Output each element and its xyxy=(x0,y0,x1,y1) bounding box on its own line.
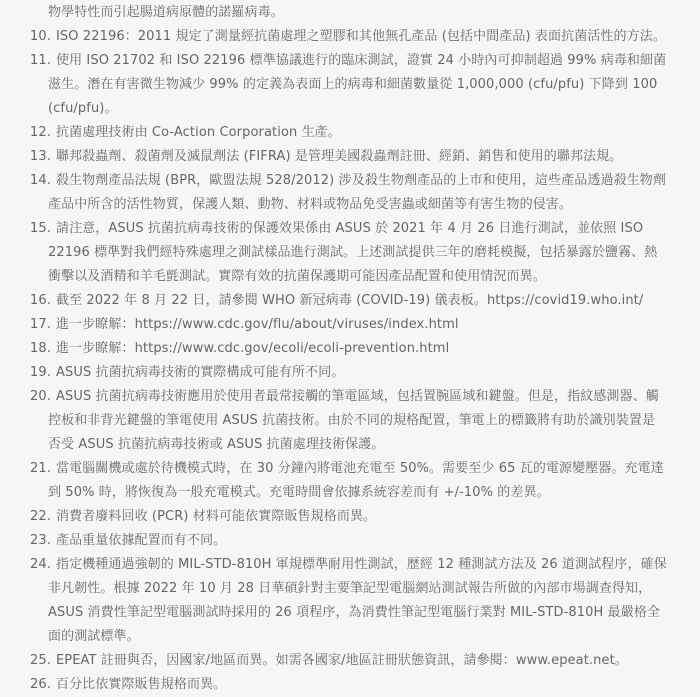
footnote-number: 26. xyxy=(30,677,51,692)
footnote-text: 百分比依實際販售規格而異。 xyxy=(55,677,227,692)
footnote-item xyxy=(30,313,667,337)
footnote-number: 12. xyxy=(30,125,51,140)
footnote-number: 19. xyxy=(30,365,51,380)
footnote-text: 抗菌處理技術由 Co-Action Corporation 生產。 xyxy=(55,125,341,140)
footnote-item xyxy=(30,505,667,529)
footnote-text: 使用 ISO 21702 和 ISO 22196 標準協議進行的臨床測試，證實 24 小時內可抑制超過 99% 病毒和細菌滋生。潛在有害微生物減少 99% 的定義為表面上的病毒和細菌數量從 1,000,000 (cfu/pfu) 下降到 100 (cfu/pfu)。 xyxy=(48,53,667,116)
footnote-number: 22. xyxy=(30,509,51,524)
footnote-text: 聯邦殺蟲劑、殺菌劑及滅鼠劑法 (FIFRA) 是管理美國殺蟲劑註冊、經銷、銷售和使用的聯邦法規。 xyxy=(55,149,623,164)
footnote-number: 23. xyxy=(30,533,51,548)
footnote-item xyxy=(30,457,667,505)
footnote-item xyxy=(30,649,667,673)
footnote-text: 進一步瞭解：https://www.cdc.gov/flu/about/viruses/index.html xyxy=(55,317,459,332)
footnote-number: 15. xyxy=(30,221,51,236)
footnote-number: 20. xyxy=(30,389,51,404)
footnote-number: 13. xyxy=(30,149,51,164)
footnote-list xyxy=(30,25,667,697)
footnote-text: 消費者廢料回收 (PCR) 材料可能依實際販售規格而異。 xyxy=(55,509,377,524)
footnote-number: 25. xyxy=(30,653,51,668)
footnote-item xyxy=(30,49,667,121)
footnote-text: ISO 22196：2011 規定了測量經抗菌處理之塑膠和其他無孔產品 (包括中間產品) 表面抗菌活性的方法。 xyxy=(55,29,666,44)
footnote-number: 14. xyxy=(30,173,51,188)
footnote-number: 18. xyxy=(30,341,51,356)
footnote-item xyxy=(30,289,667,313)
footnote-text: 產品重量依據配置而有不同。 xyxy=(55,533,227,548)
footnote-item xyxy=(30,217,667,289)
footnote-number: 16. xyxy=(30,293,51,308)
footnote-number: 17. xyxy=(30,317,51,332)
footnote-text: 殺生物劑產品法規 (BPR，歐盟法規 528/2012) 涉及殺生物劑產品的上市和使用，這些產品透過殺生物劑產品中所含的活性物質，保護人類、動物、材料或物品免受害蟲或細菌等有害生物的侵害。 xyxy=(48,173,666,212)
footnote-item xyxy=(30,25,667,49)
footnote-text: 請注意，ASUS 抗菌抗病毒技術的保護效果係由 ASUS 於 2021 年 4 月 26 日進行測試，並依照 ISO 22196 標準對我們經特殊處理之測試樣品進行測試。上述測試提供三年的磨耗模擬，包括暴露於鹽霧、熱衝擊以及酒精和羊毛氈測試。實際有效的抗菌保護期可能因產品配置和使用情況而異。 xyxy=(48,221,658,284)
footnote-item xyxy=(30,553,667,649)
footnote-text: EPEAT 註冊與否，因國家/地區而異。如需各國家/地區註冊狀態資訊，請參閱：www.epeat.net。 xyxy=(55,653,628,668)
footnote-number: 10. xyxy=(30,29,51,44)
footnote-item xyxy=(30,529,667,553)
footnote-text: 當電腦關機或處於待機模式時，在 30 分鐘內將電池充電至 50%。需要至少 65 瓦的電源變壓器。充電達到 50% 時，將恢復為一般充電模式。充電時間會依據系統容差而有 +/-10% 的差異。 xyxy=(48,461,664,500)
footnote-item xyxy=(30,337,667,361)
footnote-item xyxy=(30,385,667,457)
footnote-text: ASUS 抗菌抗病毒技術的實際構成可能有所不同。 xyxy=(55,365,345,380)
footnote-text: 截至 2022 年 8 月 22 日，請參閱 WHO 新冠病毒 (COVID-19) 儀表板。https://covid19.who.int/ xyxy=(55,293,644,308)
footnote-number: 21. xyxy=(30,461,51,476)
footnote-item xyxy=(30,121,667,145)
footnote-item xyxy=(30,145,667,169)
footnote-text: 進一步瞭解：https://www.cdc.gov/ecoli/ecoli-prevention.html xyxy=(55,341,450,356)
footnote-item xyxy=(30,673,667,697)
footnote-number: 11. xyxy=(30,53,51,68)
footnote-item xyxy=(30,169,667,217)
footnote-text: ASUS 抗菌抗病毒技術應用於使用者最常接觸的筆電區域，包括置腕區域和鍵盤。但是，指紋感測器、觸控板和非背光鍵盤的筆電使用 ASUS 抗菌技術。由於不同的規格配置，筆電上的標籤將有助於識別裝置是否受 ASUS 抗菌抗病毒技術或 ASUS 抗菌處理技術保護。 xyxy=(48,389,659,452)
footnote-continuation-text: 物學特性而引起腸道病原體的諾羅病毒。 xyxy=(48,5,284,20)
footnote-item xyxy=(30,361,667,385)
footnote-text: 指定機種通過強韌的 MIL-STD-810H 軍規標準耐用性測試，歷經 12 種測試方法及 26 道測試程序，確保非凡韌性。根據 2022 年 10 月 28 日華碩針對主要筆記型電腦網站測試報告所做的內部市場調查得知，ASUS 消費性筆記型電腦測試時採用的 26 項程序，為消費性筆記型電腦行業對 MIL-STD-810H 最嚴格全面的測試標準。 xyxy=(48,557,667,644)
footnote-number: 24. xyxy=(30,557,51,572)
footnote-continuation-line xyxy=(30,1,667,25)
